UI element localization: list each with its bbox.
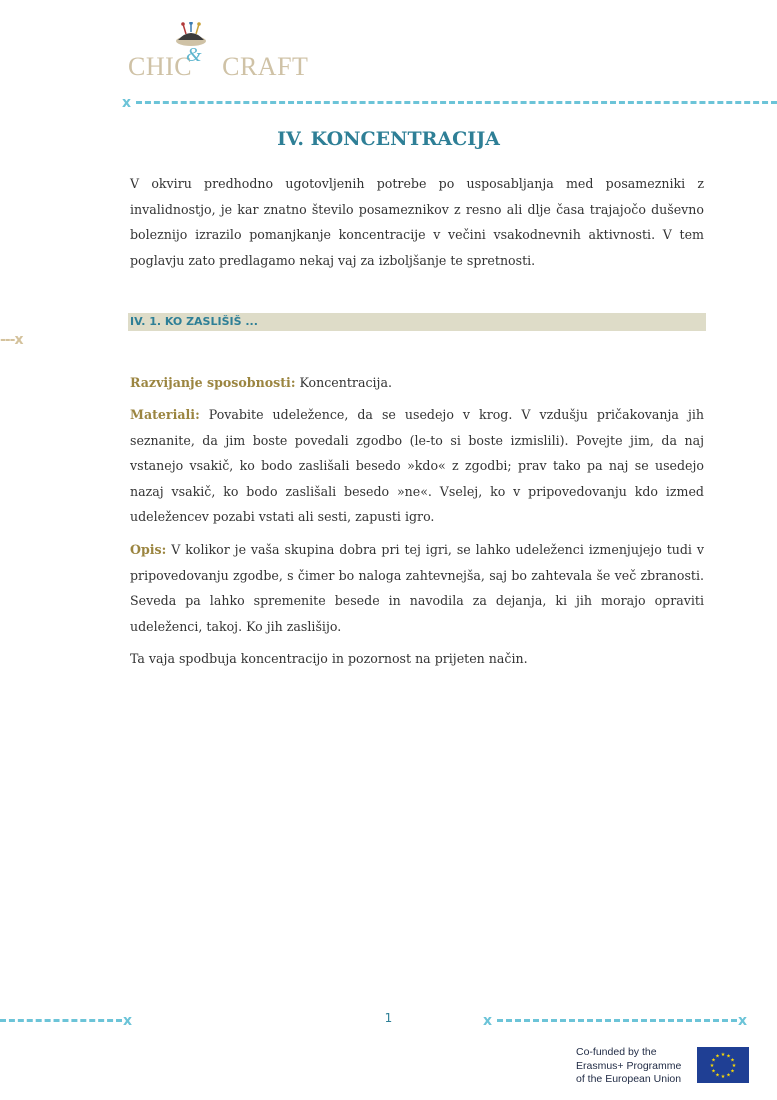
intro-paragraph: V okviru predhodno ugotovljenih potrebe po usposabljanja med posamezniki z invalidnostjo, je kar znatno število posameznikov z resno ali dlje časa trajajočo duševno boleznijo izrazilo pomanjkanje koncentracije v večini vsakodnevnih aktivnosti. V tem poglavju zato predlagamo nekaj vaj za izboljšanje te spretnosti.	[130, 176, 704, 268]
eu-star-icon: ★	[715, 1072, 720, 1079]
dash-text: ---	[0, 332, 15, 348]
eu-funding-text	[576, 1046, 681, 1087]
x-mark-icon: x	[483, 1013, 493, 1029]
eu-flag-icon	[697, 1047, 749, 1083]
chic-craft-logo	[126, 22, 309, 82]
eu-star-icon: ★	[720, 1052, 726, 1058]
page-title: IV. KONCENTRACIJA	[277, 128, 500, 150]
eu-line-3: of the European Union	[576, 1073, 682, 1085]
bottom-right-dashed-divider	[497, 1019, 737, 1022]
x-mark-icon: x	[122, 95, 132, 111]
item-label: Materiali:	[130, 407, 200, 422]
item-description	[130, 537, 704, 639]
x-mark-icon: x	[14, 332, 23, 348]
logo-text-right: CRAFT	[222, 52, 309, 81]
eu-star-icon: ★	[720, 1074, 726, 1080]
eu-star-icon: ★	[711, 1068, 716, 1075]
eu-star-icon: ★	[726, 1053, 731, 1060]
item-text: Povabite udeležence, da se usedejo v krog. V vzdušju pričakovanja jih seznanite, da jim boste povedali zgodbo (le-to si boste izmislili). Povejte jim, da naj vstanejo vsakič, ko bodo zaslišali besedo »kdo« z zgodbi; prav tako pa naj se usedejo nazaj vsakič, ko bodo zaslišali besedo »ne«. Vselej, ko v pripovedovanju kdo izmed udeležencev pozabi vstati ali sesti, zapusti igro.	[130, 407, 704, 524]
eu-star-icon: ★	[726, 1072, 731, 1079]
eu-star-icon: ★	[711, 1057, 716, 1064]
item-skills	[130, 370, 704, 396]
item-text: Koncentracija.	[295, 375, 392, 390]
logo-text-left: CHIC	[128, 52, 193, 81]
x-mark-icon: x	[738, 1013, 748, 1029]
logo-ampersand: &	[186, 44, 202, 66]
x-mark-icon: x	[123, 1013, 133, 1029]
eu-star-icon: ★	[731, 1063, 737, 1069]
item-text: V kolikor je vaša skupina dobra pri tej igri, se lahko udeleženci izmenjujejo tudi v pripovedovanju zgodbe, s čimer bo naloga zahtevnejša, saj bo zahtevala še več zbranosti. Seveda pa lahko spremenite besede in navodila za dejanja, ki jih morajo opraviti udeleženci, takoj. Ko jih zaslišijo.	[130, 542, 704, 634]
top-dashed-divider	[136, 101, 777, 104]
item-materials	[130, 402, 704, 530]
eu-star-icon: ★	[730, 1068, 735, 1075]
eu-line-1: Co-funded by the	[576, 1046, 657, 1058]
eu-star-icon: ★	[715, 1053, 720, 1060]
closing-paragraph: Ta vaja spodbuja koncentracijo in pozornost na prijeten način.	[130, 651, 528, 666]
logo-wordmark	[128, 52, 308, 82]
item-label: Razvijanje sposobnosti:	[130, 375, 296, 390]
item-label: Opis:	[130, 542, 167, 557]
left-margin-mark	[0, 333, 22, 347]
section-heading: IV. 1. KO ZASLIŠIŠ ...	[130, 315, 258, 328]
eu-line-2: Erasmus+ Programme	[576, 1059, 682, 1072]
eu-star-icon: ★	[709, 1063, 715, 1069]
section-heading-bar	[128, 313, 706, 331]
page-number: 1	[384, 1011, 393, 1025]
eu-star-icon: ★	[730, 1057, 735, 1064]
